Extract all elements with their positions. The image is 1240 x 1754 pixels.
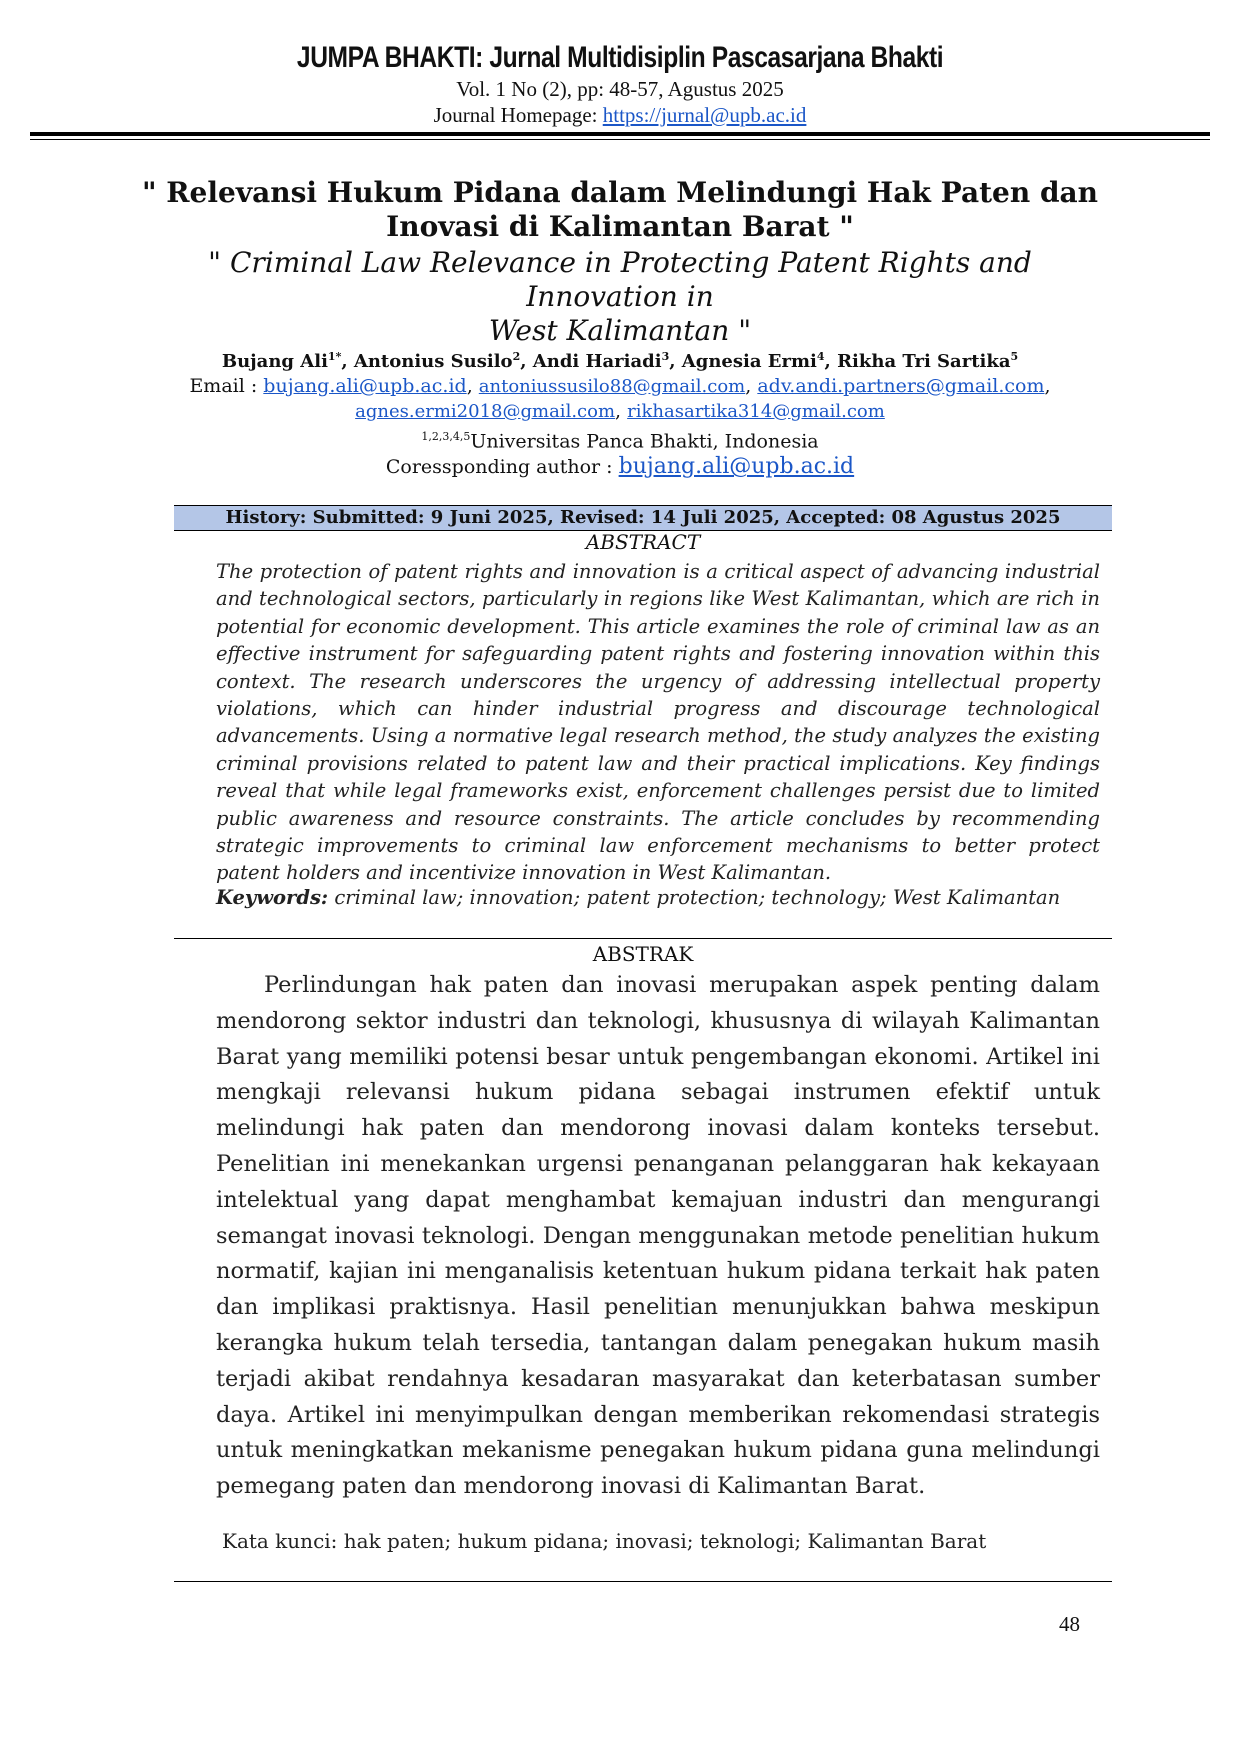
author-list: Bujang Ali$^{1*}$, Antonius Susilo$^2$, Andi Hariadi$^3$, Agnesia Ermi$^4$, Rikha Tri Sartika$^5$: [221, 350, 1019, 372]
email-line-2: agnes.ermi2018@gmail.com, rikhasartika314@gmail.com: [355, 400, 885, 422]
author-name: Andi Hariadi: [532, 351, 662, 372]
section-divider: [174, 938, 1112, 939]
header-rule-thick: [30, 132, 1210, 136]
email-label: Email :: [189, 375, 264, 397]
title-english: [140, 246, 1100, 348]
keywords-text: criminal law; innovation; patent protection; technology; West Kalimantan: [328, 886, 1061, 909]
page-number: 48: [1059, 1612, 1080, 1636]
author-name: Bujang Ali: [221, 351, 328, 372]
keywords-en: [216, 885, 1100, 911]
title-indonesian: [140, 176, 1100, 244]
homepage-line: [0, 102, 1240, 128]
email-link[interactable]: agnes.ermi2018@gmail.com: [355, 401, 616, 422]
bottom-divider: [174, 1581, 1112, 1582]
email-link[interactable]: rikhasartika314@gmail.com: [627, 401, 885, 422]
volume-line: Vol. 1 No (2), pp: 48-57, Agustus 2025: [456, 77, 784, 101]
author-sup: 4: [816, 350, 825, 363]
affiliation: [140, 424, 1100, 454]
email-link[interactable]: antoniussusilo88@gmail.com: [478, 376, 746, 397]
author-sup: 5: [1010, 350, 1019, 363]
authors-block: [140, 344, 1100, 480]
title-en-line-2: West Kalimantan ": [488, 314, 752, 347]
author-sup: 2: [512, 350, 521, 363]
affiliation-text: Universitas Panca Bhakti, Indonesia: [470, 430, 819, 453]
author-name: Rikha Tri Sartika: [837, 351, 1011, 372]
history-bar: History: Submitted: 9 Juni 2025, Revised: 14 Juli 2025, Accepted: 08 Agustus 2025: [174, 505, 1112, 531]
abstract-text: The protection of patent rights and innovation is a critical aspect of advancing industrial and technological sectors, particularly in regions like West Kalimantan, which are rich in potential for economic development. This article examines the role of criminal law as an effective instrument for safeguarding patent rights and fostering innovation within this context. The research underscores the urgency of addressing intellectual property violations, which can hinder industrial progress and discourage technological advancements. Using a normative legal research method, the study analyzes the existing criminal provisions related to patent law and their practical implications. Key findings reveal that while legal frameworks exist, enforcement challenges persist due to limited public awareness and resource constraints. The article concludes by recommending strategic improvements to criminal law enforcement mechanisms to better protect patent holders and incentivize innovation in West Kalimantan.: [216, 560, 1100, 885]
affiliation-sup: 1,2,3,4,5: [421, 430, 471, 443]
email-line: Email : bujang.ali@upb.ac.id, antoniussusilo88@gmail.com, adv.andi.partners@gmail.com,: [189, 375, 1051, 397]
author-name: Agnesia Ermi: [681, 351, 817, 372]
corresponding-author: [140, 454, 1100, 480]
journal-header: [0, 40, 1240, 128]
homepage-link[interactable]: https://jurnal@upb.ac.id: [602, 103, 807, 127]
author-sup: 1*: [327, 350, 342, 363]
keywords-id: Kata kunci: hak paten; hukum pidana; inovasi; teknologi; Kalimantan Barat: [222, 1529, 987, 1553]
title-id-line-2: Inovasi di Kalimantan Barat ": [386, 210, 854, 243]
keywords-label: Keywords:: [216, 886, 329, 909]
abstrak-text: Perlindungan hak paten dan inovasi merupakan aspek penting dalam mendorong sektor industri dan teknologi, khususnya di wilayah Kalimantan Barat yang memiliki potensi besar untuk pengembangan ekonomi. Artikel ini mengkaji relevansi hukum pidana sebagai instrumen efektif untuk melindungi hak paten dan mendorong inovasi dalam konteks tersebut. Penelitian ini menekankan urgensi penanganan pelanggaran hak kekayaan intelektual yang dapat menghambat kemajuan industri dan mengurangi semangat inovasi teknologi. Dengan menggunakan metode penelitian hukum normatif, kajian ini menganalisis ketentuan hukum pidana terkait hak paten dan implikasi praktisnya. Hasil penelitian menunjukkan bahwa meskipun kerangka hukum telah tersedia, tantangan dalam penegakan hukum masih terjadi akibat rendahnya kesadaran masyarakat dan keterbatasan sumber daya. Artikel ini menyimpulkan dengan memberikan rekomendasi strategis untuk meningkatkan mekanisme penegakan hukum pidana guna melindungi pemegang paten dan mendorong inovasi di Kalimantan Barat.: [216, 972, 1100, 1500]
author-sup: 3: [661, 350, 670, 363]
author-name: Antonius Susilo: [353, 351, 513, 372]
title-en-line-1: " Criminal Law Relevance in Protecting Patent Rights and Innovation in: [208, 246, 1032, 313]
homepage-label: Journal Homepage:: [433, 103, 603, 127]
article-title: [140, 176, 1100, 348]
abstract-heading: ABSTRACT: [585, 530, 701, 554]
corresponding-label: Coressponding author :: [385, 456, 619, 479]
journal-name: JUMPA BHAKTI: Jurnal Multidisiplin Pascasarjana Bhakti: [296, 41, 944, 74]
abstrak-heading: ABSTRAK: [592, 942, 694, 966]
email-link[interactable]: bujang.ali@upb.ac.id: [263, 375, 467, 397]
email-link[interactable]: adv.andi.partners@gmail.com: [757, 375, 1045, 397]
corresponding-email-link[interactable]: bujang.ali@upb.ac.id: [618, 454, 855, 480]
title-id-line-1: " Relevansi Hukum Pidana dalam Melindungi Hak Paten dan: [141, 176, 1099, 209]
header-rule-thin: [30, 139, 1210, 140]
